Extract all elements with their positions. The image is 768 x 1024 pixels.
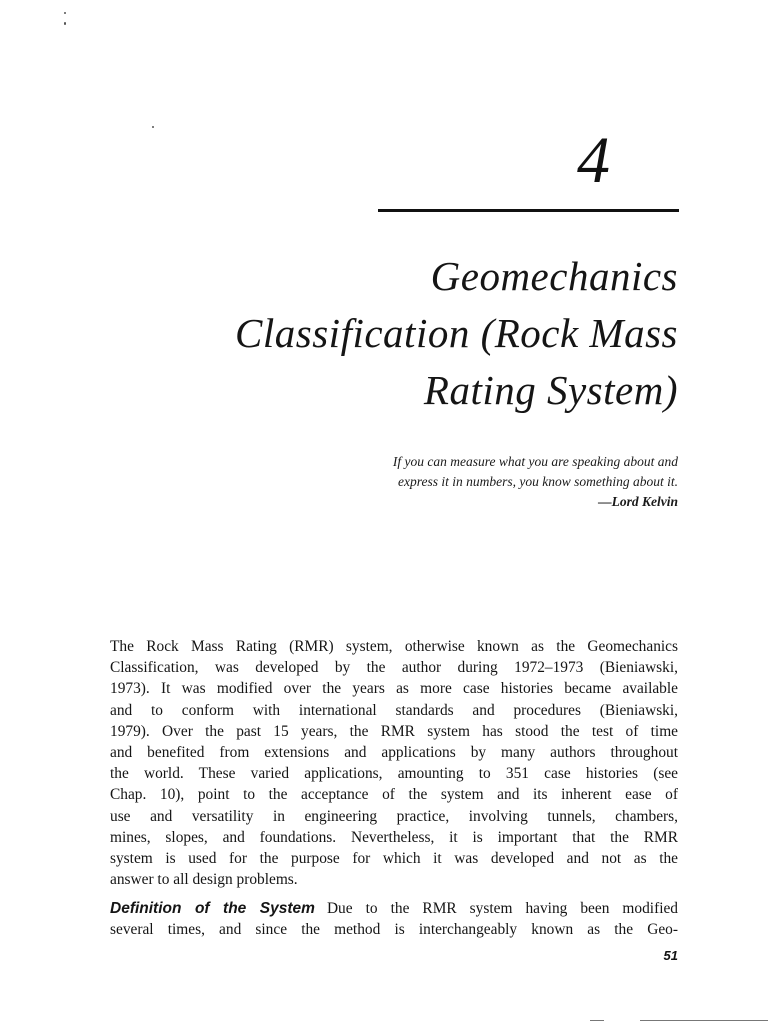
scan-edge-mark — [640, 1020, 768, 1021]
scan-speck — [64, 12, 66, 14]
chapter-number: 4 — [577, 124, 610, 197]
body-line: and benefited from extensions and applications by many authors throughout — [110, 744, 678, 762]
epigraph-attribution: —Lord Kelvin — [598, 494, 678, 509]
body-line: The Rock Mass Rating (RMR) system, otherwise known as the Geomechanics — [110, 638, 678, 655]
section-line — [110, 898, 678, 919]
body-line: answer to all design problems. — [110, 871, 298, 889]
page-number: 51 — [663, 948, 678, 963]
section-heading: Definition of the System — [110, 900, 315, 917]
chapter-rule — [378, 209, 679, 212]
section-line: several times, and since the method is interchangeably known as the Geo- — [110, 921, 678, 939]
body-line: 1973). It was modified over the years as more case histories became available — [110, 680, 678, 698]
scan-edge-mark — [590, 1020, 604, 1021]
chapter-title-line: Classification (Rock Mass — [235, 310, 678, 356]
body-line: use and versatility in engineering practice, involving tunnels, chambers, — [110, 807, 678, 825]
body-line: 1979). Over the past 15 years, the RMR system has stood the test of time — [110, 722, 678, 740]
chapter-title — [78, 248, 678, 419]
scan-speck — [152, 126, 154, 128]
chapter-title-line: Rating System) — [423, 367, 678, 413]
epigraph — [258, 452, 678, 512]
scan-speck — [64, 22, 66, 25]
body-line: the world. These varied applications, amounting to 351 case histories (see — [110, 765, 678, 783]
section-paragraph — [110, 898, 678, 940]
body-line: mines, slopes, and foundations. Nevertheless, it is important that the RMR — [110, 828, 678, 846]
section-text: Due to the RMR system having been modified — [326, 900, 678, 917]
chapter-title-line: Geomechanics — [430, 253, 678, 299]
body-line: Chap. 10), point to the acceptance of the system and its inherent ease of — [110, 786, 678, 804]
body-line: system is used for the purpose for which it was developed and not as the — [110, 850, 678, 868]
epigraph-line: express it in numbers, you know something about it. — [398, 474, 678, 489]
body-paragraph — [110, 636, 678, 890]
body-line: and to conform with international standards and procedures (Bieniawski, — [110, 701, 678, 719]
body-line: Classification, was developed by the author during 1972–1973 (Bieniawski, — [110, 659, 678, 677]
epigraph-line: If you can measure what you are speaking about and — [392, 454, 678, 469]
